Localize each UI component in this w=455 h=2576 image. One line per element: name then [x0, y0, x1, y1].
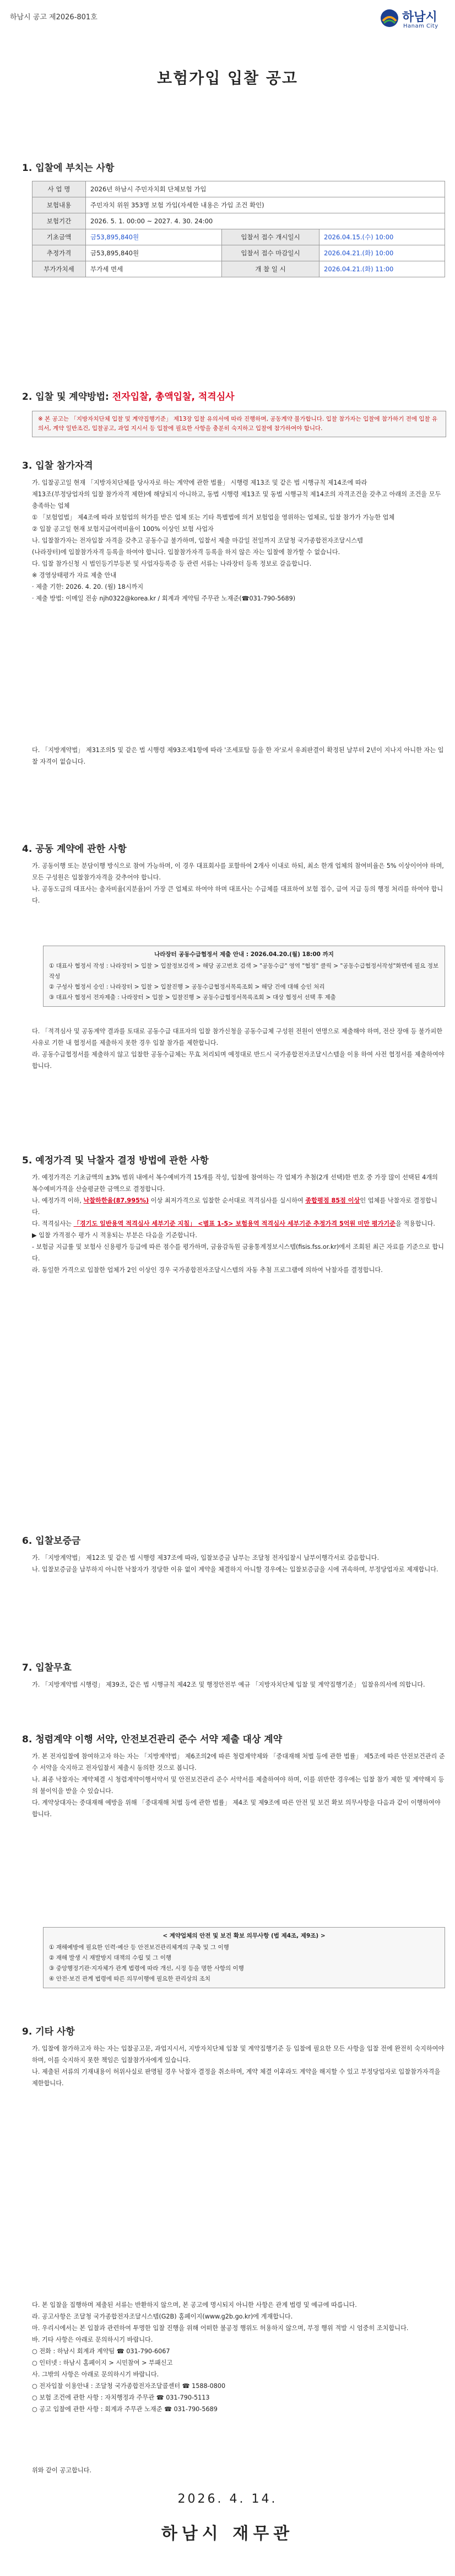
logo-text-ko: 하남시 — [402, 10, 437, 24]
box-line: ④ 안전·보건 관계 법령에 따른 의무이행에 필요한 관리상의 조치 — [49, 1976, 211, 1982]
paragraph: 나. 입찰참가자는 전자입찰 자격을 갖추고 공동수급 불가하며, 입찰서 제출 마감일 전일까지 조달청 국가종합전자조달시스템 — [32, 537, 363, 544]
table-row — [32, 245, 445, 261]
box-line: ① 재해예방에 필요한 인력·예산 등 안전보건관리체계의 구축 및 그 이행 — [49, 1944, 229, 1951]
section-4-title: 4. 공동 계약에 관한 사항 — [22, 844, 127, 855]
table-header-cell: 입찰서 접수 개시일시 — [222, 229, 319, 245]
paragraph: 사. 그밖의 사항은 아래로 문의하시기 바랍니다. — [32, 2371, 159, 2378]
footer-notes — [32, 2299, 445, 2415]
paragraph: (나라장터)에 입찰참가자격 등록을 하여야 합니다. 입찰참가자격 등록을 하지 않은 자는 입찰에 참가할 수 없습니다. — [32, 549, 340, 556]
hanam-logo — [380, 7, 446, 31]
text: 이상 최저가격으로 입찰한 순서대로 적격심사를 실시하여 — [149, 1197, 306, 1204]
section-8-title: 8. 청렴계약 이행 서약, 안전보건관리 준수 서약 제출 대상 계약 — [22, 1734, 283, 1745]
paragraph: ○ 전화 : 하남시 회계과 계약팀 ☎ 031-790-6067 — [32, 2348, 170, 2355]
box-line: ③ 대표사 협정서 전자제출 : 나라장터 > 입찰 > 입찰진행 > 공동수급협정서목록조회 > 대상 협정서 선택 후 제출 — [49, 994, 336, 1001]
notice-box: ※ 본 공고는 「지방자치단체 입찰 및 계약집행기준」 제13장 입찰 유의서에 따라 진행하며, 공동계약 불가합니다. 입찰 참가자는 입찰에 참가하기 전에 입찰 유의서, 계약 일반조건, 입찰공고, 과업 지시서 등 입찰에 필요한 사항을 충분히 숙지하고 입찰에 참가하여야 합니다. — [32, 411, 446, 437]
paragraph: 라. 공동수급협정서를 제출하지 않고 입찰한 공동수급체는 무효 처리되며 예정대로 반드시 국가종합전자조달시스템을 이용 하여 사전 협정서를 제출하여야 합니다. — [32, 1051, 445, 1070]
paragraph: 나. 공동도급의 대표사는 출자비율(지분율)이 가장 큰 업체로 하여야 하며 대표사는 수급체를 대표하여 보험 접수, 급여 지급 등의 행정 처리를 하여야 합니다. — [32, 886, 443, 904]
paragraph: ○ 보험 조건에 관한 사항 : 자치행정과 주무관 ☎ 031-790-5113 — [32, 2394, 210, 2401]
table-row — [32, 181, 445, 197]
bid-open-datetime: 2026.04.15.(수) 10:00 — [319, 229, 445, 245]
paragraph: ② 입찰 공고일 현재 보험지급여력비율이 100% 이상인 보험 사업자 — [32, 525, 214, 533]
announcement-date: 2026. 4. 14. — [177, 2492, 278, 2506]
section-9-title: 9. 기타 사항 — [22, 2026, 75, 2037]
box-line: ② 재해 발생 시 재발방지 대책의 수립 및 그 이행 — [49, 1955, 172, 1961]
section-6-title: 6. 입찰보증금 — [22, 1536, 81, 1547]
text: 인 업체를 낙찰자로 결정합니다. — [32, 1197, 437, 1216]
box-title: 나라장터 공동수급협정서 제출 안내 : 2026.04.20.(월) 18:00 까지 — [154, 951, 334, 958]
table-header-cell: 추정가격 — [32, 245, 86, 261]
paragraph: 나. 입찰보증금을 납부하지 아니한 낙찰자가 정당한 이유 없이 계약을 체결하지 아니할 경우에는 입찰보증금을 시에 귀속하며, 부정당업자로 제재합니다. — [32, 1566, 438, 1573]
section-2-title-text: 2. 입찰 및 계약방법: — [22, 391, 112, 402]
paragraph: 가. 공동이행 또는 분담이행 방식으로 참여 가능하며, 이 경우 대표회사를 포함하여 2개사 이내로 하되, 최소 한개 업체의 참여비율은 5% 이상이어야 하며, 모든 구성원은 입찰참가자격을 갖추어야 합니다. — [32, 862, 444, 881]
paragraph: · 제출 기한: 2026. 4. 20. (월) 18시까지 — [32, 583, 144, 591]
safety-duty-box — [43, 1927, 445, 1988]
section-3-body — [32, 477, 445, 604]
hanam-emblem-icon — [380, 9, 399, 28]
table-header-cell: 기초금액 — [32, 229, 86, 245]
paragraph: · 제출 방법: 이메일 전송 njh0322@korea.kr / 회계과 계약팀 주무관 노재준(☎031-790-5689) — [32, 595, 296, 602]
opening-datetime: 2026.04.21.(화) 11:00 — [319, 261, 445, 277]
issuer-signature: 하남시 재무관 — [161, 2524, 294, 2543]
consortium-guide-box — [43, 946, 445, 1007]
section-3-extra: 다. 「지방계약법」 제31조의5 및 같은 법 시행령 제93조제1항에 따라 '조세포탈 등을 한 자'로서 유죄판결이 확정된 날부터 2년이 지나지 아니한 자는 입찰 자격이 없습니다. — [32, 747, 444, 765]
section-7-body: 가. 「지방계약법 시행령」 제39조, 같은 법 시행규칙 제42조 및 행정안전부 예규 「지방자치단체 입찰 및 계약집행기준」 입찰유의서에 의합니다. — [32, 1681, 425, 1688]
box-line: ① 대표사 협정서 작성 : 나라장터 > 입찰 > 입찰정보검색 > 해당 공고번호 검색 > "공동수급" 영역 "협정" 클릭 > "공동수급협정서작성"화면에 필요 정보 작성 — [49, 963, 439, 980]
logo-text-en: Hanam City — [403, 23, 438, 29]
paragraph: 제13조(부정당업자의 입찰 참가자격 제한)에 해당되지 아니하고, 동법 시행령 제13조 및 동법 시행규칙 제14조의 자격조건을 갖추고 아래의 조건을 모두 충족하는 업체 — [32, 491, 441, 509]
paragraph: 가. 입찰에 참가하고자 하는 자는 입찰공고문, 과업지시서, 지방자치단체 입찰 및 계약집행기준 등 입찰에 필요한 모든 사항을 입찰 전에 완전히 숙지하여야 하며, 이를 숙지하지 못한 책임은 입찰참가자에게 있습니다. — [32, 2045, 445, 2064]
text: 나. 예정가격 이하, — [32, 1197, 84, 1204]
paragraph: 나. 제출된 서류의 기재내용이 허위사실로 판명될 경우 낙찰자 결정을 취소하며, 계약 체결 이후라도 계약을 해지할 수 있고 부정당업자로 입찰참가자격을 제한합니다. — [32, 2068, 441, 2087]
paragraph: 나. 최종 낙찰자는 계약체결 시 청렴계약이행서약서 및 안전보건관리 준수 서약서를 제출하여야 하며, 이를 위반한 경우에는 입찰 참가 제한 및 계약해지 등의 불이익을 받을 수 있습니다. — [32, 1776, 445, 1795]
paragraph: 다. 입찰 참가신청 시 법인등기부등본 및 사업자등록증 등 관련 서류는 나라장터 등록 정보로 갈음합니다. — [32, 560, 312, 567]
section-5-title: 5. 예정가격 및 낙찰자 결정 방법에 관한 사항 — [22, 1155, 209, 1166]
table-row — [32, 229, 445, 245]
table-header-cell: 보험기간 — [32, 213, 86, 229]
section-2-title — [22, 389, 235, 402]
paragraph: 다. 계약상대자는 중대재해 예방을 위해 「중대재해 처벌 등에 관한 법률」 제4조 및 제9조에 따른 안전 및 보건 확보 의무사항을 다음과 같이 이행하여야 합니다. — [32, 1799, 441, 1818]
paragraph: 가. 예정가격은 기초금액의 ±3% 범위 내에서 복수예비가격 15개를 작성, 입찰에 참여하는 각 업체가 추첨(2개 선택)한 번호 중 가장 많이 선택된 4개의 복수예비가격을 산술평균한 금액으로 결정합니다. — [32, 1174, 438, 1193]
total-score: 종합평점 85점 이상 — [305, 1197, 360, 1204]
table-cell: 주민자치 위원 353명 보험 가입(자세한 내용은 가입 조건 확인) — [86, 197, 445, 213]
table-header-cell: 개 찰 일 시 — [222, 261, 319, 277]
table-cell: 2026년 하남시 주민자치회 단체보험 가입 — [86, 181, 445, 197]
section-6-body — [32, 1552, 445, 1575]
paragraph: ※ 경영상태평가 자료 제출 안내 — [32, 572, 117, 579]
bid-close-datetime: 2026.04.21.(화) 10:00 — [319, 245, 445, 261]
paragraph — [32, 1218, 445, 1230]
paragraph: 가. 입찰공고일 현재 「지방자치단체를 당사자로 하는 계약에 관한 법률」 시행령 제13조 및 같은 법 시행규칙 제14조에 따라 — [32, 479, 367, 486]
paragraph: 라. 공고사항은 조달청 국가종합전자조달시스템(G2B) 홈페이지(www.g2b.go.kr)에 게재합니다. — [32, 2313, 293, 2320]
paragraph — [32, 1195, 445, 1218]
box-line: ② 구성사 협정서 승인 : 나라장터 > 입찰 > 입찰진행 > 공동수급협정서목록조회 > 해당 건에 대해 승인 처리 — [49, 984, 325, 990]
box-line: ③ 중앙행정기관·지자체가 관계 법령에 따라 개선, 시정 등을 명한 사항의 이행 — [49, 1965, 244, 1972]
table-header-cell: 보험내용 — [32, 197, 86, 213]
box-title: < 계약업체의 안전 및 보건 확보 의무사항 (법 제4조, 제9조) > — [162, 1933, 326, 1939]
section-3-title: 3. 입찰 참가자격 — [22, 460, 93, 471]
table-row — [32, 213, 445, 229]
closing-line: 위와 같이 공고합니다. — [32, 2467, 91, 2474]
table-header-cell: 사 업 명 — [32, 181, 86, 197]
table-header-cell: 입찰서 접수 마감일시 — [222, 245, 319, 261]
section-5-body — [32, 1172, 445, 1276]
vat-value: 부가세 면세 — [86, 261, 222, 277]
section-1-title: 1. 입찰에 부치는 사항 — [22, 163, 115, 174]
paragraph: 다. 「적격심사 및 공동계약 결과를 토대로 공동수급 대표자의 입찰 참가신청을 공동수급체 구성원 전원이 연명으로 제출해야 하며, 전산 장애 등 불가피한 사유로 기한 내 협정서를 제출하지 못한 경우 입찰 참가를 제한합니다. — [32, 1028, 443, 1046]
table-header-cell: 부가가치세 — [32, 261, 86, 277]
bid-info-table — [32, 181, 445, 277]
table-row — [32, 197, 445, 213]
table-cell: 2026. 5. 1. 00:00 ~ 2027. 4. 30. 24:00 — [86, 213, 445, 229]
text: 다. 적격심사는 — [32, 1220, 74, 1227]
paragraph: ○ 공고 입찰에 관한 사항 : 회계과 주무관 노재준 ☎ 031-790-5689 — [32, 2406, 218, 2413]
paragraph: ○ 전자입찰 이용안내 : 조달청 국가종합전자조달콜센터 ☎ 1588-0800 — [32, 2382, 226, 2390]
paragraph: ① 「보험업법」 제4조에 따라 보험업의 허가를 받은 업체 또는 기타 특별법에 의거 보험업을 영위하는 업체로, 입찰 참가가 가능한 업체 — [32, 514, 395, 521]
estimated-price: 금53,895,840원 — [86, 245, 222, 261]
table-row — [32, 261, 445, 277]
paragraph: 바. 기타 사항은 아래로 문의하시기 바랍니다. — [32, 2336, 153, 2343]
paragraph: ○ 인터넷 : 하남시 홈페이지 > 시민참여 > 부패신고 — [32, 2359, 173, 2366]
page-title: 보험가입 입찰 공고 — [157, 69, 298, 87]
document-number: 하남시 공고 제2026-801호 — [10, 13, 98, 22]
lower-limit-rate: 낙찰하한율(87.995%) — [83, 1197, 149, 1204]
paragraph: 마. 우리시에서는 본 입찰과 관련하여 투명한 입찰 진행을 위해 어떠한 불공정 행위도 허용하지 않으며, 부정 행위 적발 시 엄중히 조치합니다. — [32, 2325, 409, 2332]
paragraph: 라. 동일한 가격으로 입찰한 업체가 2인 이상인 경우 국가종합전자조달시스템의 자동 추첨 프로그램에 의하여 낙찰자를 결정합니다. — [32, 1266, 383, 1274]
section-8-body — [32, 1751, 445, 1820]
section-2-method: 전자입찰, 총액입찰, 적격심사 — [112, 391, 235, 402]
text: 을 적용합니다. — [395, 1220, 435, 1227]
paragraph: - 보험금 지급률 및 보험사 신용평가 등급에 따른 점수를 평가하며, 금융감독원 금융통계정보시스템(fisis.fss.or.kr)에서 조회된 최근 자료를 기준으로 합니다. — [32, 1243, 444, 1262]
paragraph: ▶ 입찰 가격점수 평가 시 적용되는 부분은 다음을 기준합니다. — [32, 1232, 197, 1239]
section-4-body-2 — [32, 1026, 445, 1072]
paragraph: 가. 「지방계약법」 제12조 및 같은 법 시행령 제37조에 따라, 입찰보증금 납부는 조달청 전자입찰시 납부이행각서로 갈음합니다. — [32, 1554, 380, 1561]
evaluation-criteria: 「경기도 일반용역 적격심사 세부기준 지침」 <별표 1-5> 보험용역 적격심사 세부기준 추정가격 5억원 미만 평가기준 — [73, 1220, 396, 1227]
section-9-body — [32, 2043, 445, 2089]
paragraph: 가. 본 전자입찰에 참여하고자 하는 자는 「지방계약법」 제6조의2에 따른 청렴계약제와 「중대재해 처벌 등에 관한 법률」 제5조에 따른 안전보건관리 준수 서약을 숙지하고 전자입찰서 제출시 동의한 것으로 봅니다. — [32, 1753, 445, 1772]
base-amount: 금53,895,840원 — [86, 229, 222, 245]
section-7-title: 7. 입찰무효 — [22, 1662, 72, 1673]
section-4-body — [32, 860, 445, 906]
paragraph: 다. 본 입찰을 집행하며 제출된 서류는 반환하지 않으며, 본 공고에 명시되지 아니한 사항은 관계 법령 및 예규에 따릅니다. — [32, 2301, 357, 2309]
